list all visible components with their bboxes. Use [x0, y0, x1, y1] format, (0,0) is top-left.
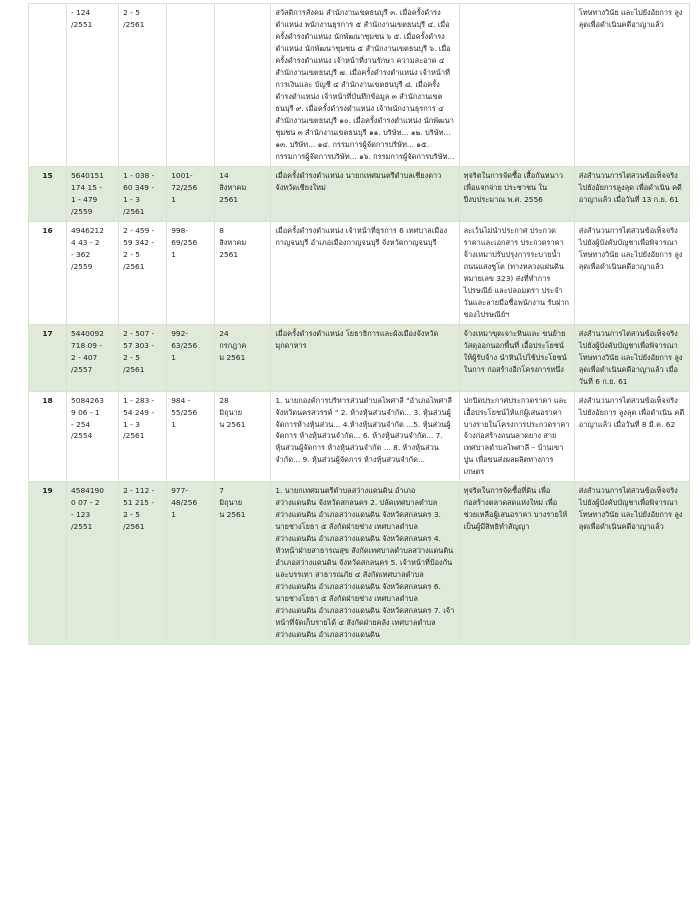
allegation-cell: จ้างเหมาขุดเจาะหินและ ขนย้ายวัสดุออกนอกพื้นที่ เอื้อประโยชน์ให้ผู้รับจ้าง นำหินไปใช้ประโยชน์ในการ ก่อสร้างอีกโครงการหนึ่ง: [459, 324, 574, 391]
date-cell-line: 28: [219, 395, 229, 405]
case-file-number-cell: [67, 166, 119, 221]
document-number-cell-line: 1001-: [171, 170, 193, 180]
row-number-cell: 19: [29, 482, 67, 645]
case-file-number-cell-line: /2559: [71, 206, 93, 216]
date-cell: [215, 166, 271, 221]
action-taken-cell: ส่งสำนวนการไต่สวนข้อเท็จจริง ไปยังผู้บังคับบัญชาเพื่อพิจารณาโทษทางวินัย และไปยังอัยการ ลูงลุดเพื่อดำเนินคดีอาญาแล้ว: [574, 482, 689, 645]
case-reference-number-cell: [119, 4, 167, 167]
allegation-cell: [459, 4, 574, 167]
date-cell-line: สิงหาคม: [219, 237, 247, 247]
date-cell-line: ม 2561: [219, 352, 246, 362]
document-number-cell: [167, 166, 215, 221]
date-cell-line: 14: [219, 170, 229, 180]
case-file-number-cell-line: 0 07 - 2: [71, 498, 100, 508]
document-number-cell: [167, 324, 215, 391]
position-description-cell: เมื่อครั้งดำรงตำแหน่ง นายกเทศมนตรีตำบลเชียงดาว จังหวัดเชียงใหม่: [271, 166, 459, 221]
case-reference-number-cell-line: 1 - 3: [123, 419, 140, 429]
case-file-number-cell-line: /2557: [71, 364, 93, 374]
document-number-cell: [167, 4, 215, 167]
case-file-number-cell-line: 2 - 407: [71, 352, 98, 362]
date-cell: [215, 482, 271, 645]
position-description-cell: สวัสดิการสังคม สำนักงานเขตธนบุรี ๓. เมื่อครั้งดำรงตำแหน่ง พนักงานธุรการ ๕ สำนักงานเขตธนบุรี ๔. เมื่อครั้งดำรงตำแหน่ง นักพัฒนาชุมชน ๖ ๕. เมื่อครั้งดำรงตำแหน่ง นักพัฒนาชุมชน ๕ สำนักงานเขตธนบุรี ๖. เมื่อครั้งดำรงตำแหน่ง เจ้าหน้าที่งานรักษา ความสะอาด ๔ สำนักงานเขตธนบุรี ๗. เมื่อครั้งดำรงตำแหน่ง เจ้าหน้าที่การเงินและ บัญชี ๔ สำนักงานเขตธนบุรี ๘. เมื่อครั้งดำรงตำแหน่ง เจ้าหน้าที่บันทึกข้อมูล ๓ สำนักงานเขตธนบุรี ๙. เมื่อครั้งดำรงตำแหน่ง เจ้าพนักงานธุรการ ๔ สำนักงานเขตธนบุรี ๑๐. เมื่อครั้งดำรงตำแหน่ง นักพัฒนาชุมชน ๓ สำนักงานเขตธนบุรี ๑๑. บริษัท... ๑๒. บริษัท... ๑๓. บริษัท... ๑๔. กรรมการผู้จัดการบริษัท... ๑๕. กรรมการผู้จัดการบริษัท... ๑๖. กรรมการผู้จัดการบริษัท...: [271, 4, 459, 167]
document-number-cell-line: 55/256: [171, 407, 198, 417]
position-description-cell: 1. นายกเทศมนตรีตำบลสว่างแดนดิน อำเภอสว่างแดนดิน จังหวัดสกลนคร 2. ปลัดเทศบาลตำบลสว่างแดนดิน อำเภอสว่างแดนดิน จังหวัดสกลนคร 3. นายช่างโยธา ๕ สังกัดฝ่ายช่าง เทศบาลตำบลสว่างแดนดิน อำเภอสว่างแดนดิน จังหวัดสกลนคร 4. หัวหน้าฝ่ายสาธารณสุข สังกัดเทศบาลตำบลสว่างแดนดิน อำเภอสว่างแดนดิน จังหวัดสกลนคร 5. เจ้าหน้าที่ป้องกันและบรรเทา สาธารณภัย ๔ สังกัดเทศบาลตำบลสว่างแดนดิน อำเภอสว่างแดนดิน จังหวัดสกลนคร 6. นายช่างโยธา ๕ สังกัดฝ่ายช่าง เทศบาลตำบลสว่างแดนดิน อำเภอสว่างแดนดิน จังหวัดสกลนคร 7. เจ้าหน้าที่จัดเก็บรายได้ ๔ สังกัดฝ่ายคลัง เทศบาลตำบลสว่างแดนดิน อำเภอสว่างแดนดิน: [271, 482, 459, 645]
position-description-cell: เมื่อครั้งดำรงตำแหน่ง โยธาธิการและผังเมืองจังหวัดมุกดาหาร: [271, 324, 459, 391]
allegation-cell: ทุจริตในการจัดซื้อ เสื้อกันหนาวเพื่อแจกจ่าย ประชาชน ในปีงบประมาณ พ.ศ. 2556: [459, 166, 574, 221]
date-cell-line: 7: [219, 486, 224, 496]
case-reference-number-cell-line: 2 - 5: [123, 8, 140, 17]
case-file-number-cell-line: 718 09 -: [71, 340, 102, 350]
document-number-cell-line: 1: [171, 194, 176, 204]
document-number-cell-line: 72/256: [171, 182, 198, 192]
case-file-number-cell: [67, 4, 119, 167]
date-cell-line: กรกฎาค: [219, 340, 247, 350]
action-taken-cell: ส่งสำนวนการไต่สวนข้อเท็จจริง ไปยังอัยการ ลูงลุด เพื่อดำเนิน คดีอาญาแล้ว เมื่อวันที่ 8 มี.ค. 62: [574, 391, 689, 482]
date-cell-line: สิงหาคม: [219, 182, 247, 192]
case-file-number-cell-line: 4946212: [71, 225, 104, 235]
date-cell-line: 24: [219, 328, 229, 338]
table-row: [29, 391, 690, 482]
case-file-number-cell-line: /2554: [71, 431, 93, 441]
action-taken-cell: โทษทางวินัย และไปยังอัยการ ลูงลุดเพื่อดำเนินคดีอาญาแล้ว: [574, 4, 689, 167]
allegation-cell: ทุจริตในการจัดซื้อที่ดิน เพื่อก่อสร้างตลาดสดแห่งใหม่ เพื่อช่วยเหลือผู้เสนอราคา บางรายให้เป็นผู้มีสิทธิทำสัญญา: [459, 482, 574, 645]
case-reference-number-cell: [119, 324, 167, 391]
date-cell-line: 2561: [219, 249, 239, 259]
case-file-number-cell-line: 9 06 - 1: [71, 407, 100, 417]
case-file-number-cell-line: - 362: [71, 249, 91, 259]
row-number-cell: 17: [29, 324, 67, 391]
case-file-number-cell-line: 4 43 - 2: [71, 237, 100, 247]
case-file-number-cell: [67, 324, 119, 391]
case-file-number-cell-line: 5640151: [71, 170, 104, 180]
document-number-cell-line: 992-: [171, 328, 188, 338]
case-file-number-cell-line: 5084263: [71, 395, 104, 405]
case-reference-number-cell-line: 1 - 283 -: [123, 395, 155, 405]
case-reference-number-cell-line: /2561: [123, 19, 145, 29]
row-number-cell: 15: [29, 166, 67, 221]
date-cell-line: มิถุนาย: [219, 498, 243, 508]
table-row: [29, 166, 690, 221]
document-page: [0, 3, 700, 916]
case-file-number-cell-line: - 124: [71, 8, 91, 17]
date-cell: [215, 221, 271, 324]
document-number-cell-line: 48/256: [171, 498, 198, 508]
document-number-cell-line: 63/256: [171, 340, 198, 350]
case-reference-number-cell-line: /2561: [123, 364, 145, 374]
document-number-cell: [167, 482, 215, 645]
date-cell-line: น 2561: [219, 510, 246, 520]
row-number-cell: 18: [29, 391, 67, 482]
case-reference-number-cell-line: 57 303 -: [123, 340, 155, 350]
case-reference-number-cell-line: /2561: [123, 522, 145, 532]
case-file-number-cell: [67, 391, 119, 482]
case-file-number-cell-line: - 123: [71, 510, 91, 520]
case-file-number-cell-line: 4584190: [71, 486, 104, 496]
date-cell: [215, 391, 271, 482]
case-reference-number-cell: [119, 482, 167, 645]
case-file-number-cell-line: /2559: [71, 261, 93, 271]
action-taken-cell: ส่งสำนวนการไต่สวนข้อเท็จจริง ไปยังอัยการลูงลุด เพื่อดำเนิน คดีอาญาแล้ว เมื่อวันที่ 13 ก.ย. 61: [574, 166, 689, 221]
action-taken-cell: ส่งสำนวนการไต่สวนข้อเท็จจริง ไปยังผู้บังคับบัญชาเพื่อพิจารณาโทษทางวินัย และไปยังอัยการ ลูงลุดเพื่อดำเนินคดีอาญาแล้ว เมื่อวันที่ 6 ก.ย. 61: [574, 324, 689, 391]
row-number-cell: [29, 4, 67, 167]
table-row: [29, 324, 690, 391]
case-reference-number-cell-line: 2 - 112 -: [123, 486, 155, 496]
case-reference-number-cell-line: 2 - 5: [123, 249, 140, 259]
case-file-number-cell: [67, 221, 119, 324]
date-cell-line: 8: [219, 225, 224, 235]
case-reference-number-cell-line: 2 - 5: [123, 352, 140, 362]
case-reference-number-cell: [119, 221, 167, 324]
action-taken-cell: ส่งสำนวนการไต่สวนข้อเท็จจริง ไปยังผู้บังคับบัญชาเพื่อพิจารณาโทษทางวินัย และไปยังอัยการ ลูงลุดเพื่อดำเนินคดีอาญาแล้ว: [574, 221, 689, 324]
case-reference-number-cell: [119, 391, 167, 482]
table-row: [29, 482, 690, 645]
date-cell-line: น 2561: [219, 419, 246, 429]
date-cell-line: 2561: [219, 194, 239, 204]
document-number-cell-line: 69/256: [171, 237, 198, 247]
disciplinary-case-register-table: [28, 3, 690, 645]
document-number-cell-line: 1: [171, 510, 176, 520]
case-reference-number-cell-line: 60 349 -: [123, 182, 155, 192]
position-description-cell: เมื่อครั้งดำรงตำแหน่ง เจ้าหน้าที่ธุรการ 6 เทศบาลเมืองกาญจนบุรี อำเภอเมืองกาญจนบุรี จังหวัดกาญจนบุรี: [271, 221, 459, 324]
case-file-number-cell-line: 1 - 479: [71, 194, 98, 204]
position-description-cell: 1. นายกองค์การบริหารส่วนตำบลไพศาลี "อำเภอไพศาลี จังหวัดนครสวรรค์ " 2. ห้างหุ้นส่วนจำกัด... 3. หุ้นส่วนผู้จัดการห้างหุ้นส่วน... 4.ห้างหุ้นส่วนจำกัด ...5. หุ้นส่วนผู้จัดการ ห้างหุ้นส่วนจำกัด... 6. ห้างหุ้นส่วนจำกัด... 7. หุ้นส่วนผู้จัดการ ห้างหุ้นส่วนจำกัด ... 8. ห้างหุ้นส่วนจำกัด... 9. หุ้นส่วนผู้จัดการ ห้างหุ้นส่วนจำกัด...: [271, 391, 459, 482]
case-reference-number-cell-line: /2561: [123, 431, 145, 441]
case-reference-number-cell-line: 1 - 038 -: [123, 170, 155, 180]
case-reference-number-cell-line: 59 342 -: [123, 237, 155, 247]
allegation-cell: ปกปิดประกาศประกวดราคา และเอื้อประโยชน์ให้แก่ผู้เสนอราคา บางรายในโครงการประกวดราคา จ้างก่อสร้างถนนลาดยาง สายเทศบาลตำบลไพศาลี – บ้านเขาปูน เพื่อขนส่งผลผลิตทางการเกษตร: [459, 391, 574, 482]
case-reference-number-cell-line: 2 - 507 -: [123, 328, 155, 338]
document-number-cell-line: 1: [171, 249, 176, 259]
case-file-number-cell-line: 174 15 -: [71, 182, 102, 192]
case-reference-number-cell: [119, 166, 167, 221]
case-file-number-cell-line: /2551: [71, 19, 93, 29]
document-number-cell-line: 1: [171, 419, 176, 429]
case-file-number-cell: [67, 482, 119, 645]
table-body: [29, 4, 690, 645]
document-number-cell-line: 1: [171, 352, 176, 362]
case-reference-number-cell-line: /2561: [123, 261, 145, 271]
case-reference-number-cell-line: 54 249 -: [123, 407, 155, 417]
document-number-cell: [167, 221, 215, 324]
document-number-cell-line: 998-: [171, 225, 188, 235]
date-cell: [215, 324, 271, 391]
row-number-cell: 16: [29, 221, 67, 324]
document-number-cell: [167, 391, 215, 482]
date-cell: [215, 4, 271, 167]
case-reference-number-cell-line: 51 215 -: [123, 498, 155, 508]
table-row: [29, 221, 690, 324]
case-file-number-cell-line: /2551: [71, 522, 93, 532]
allegation-cell: ละเว้นไม่นำประกาศ ประกวดราคาและเอกสาร ประกวดราคาจ้างเหมาปรับปรุงการระบายน้ำถนนแสงชูโต (ทางหลวงแผ่นดินหมายเลข 323) ส่งที่ทำการไปรษณีย์ และปลอมตรา ประจำวันและลายมือชื่อพนักงาน รับฝากของไปรษณีย์ฯ: [459, 221, 574, 324]
date-cell-line: มิถุนาย: [219, 407, 243, 417]
document-number-cell-line: 977-: [171, 486, 188, 496]
case-file-number-cell-line: - 254: [71, 419, 91, 429]
case-reference-number-cell-line: 2 - 5: [123, 510, 140, 520]
case-reference-number-cell-line: /2561: [123, 206, 145, 216]
case-reference-number-cell-line: 1 - 3: [123, 194, 140, 204]
document-number-cell-line: 984 -: [171, 395, 191, 405]
table-row: [29, 4, 690, 167]
case-reference-number-cell-line: 2 - 459 -: [123, 225, 155, 235]
case-file-number-cell-line: 5440092: [71, 328, 104, 338]
